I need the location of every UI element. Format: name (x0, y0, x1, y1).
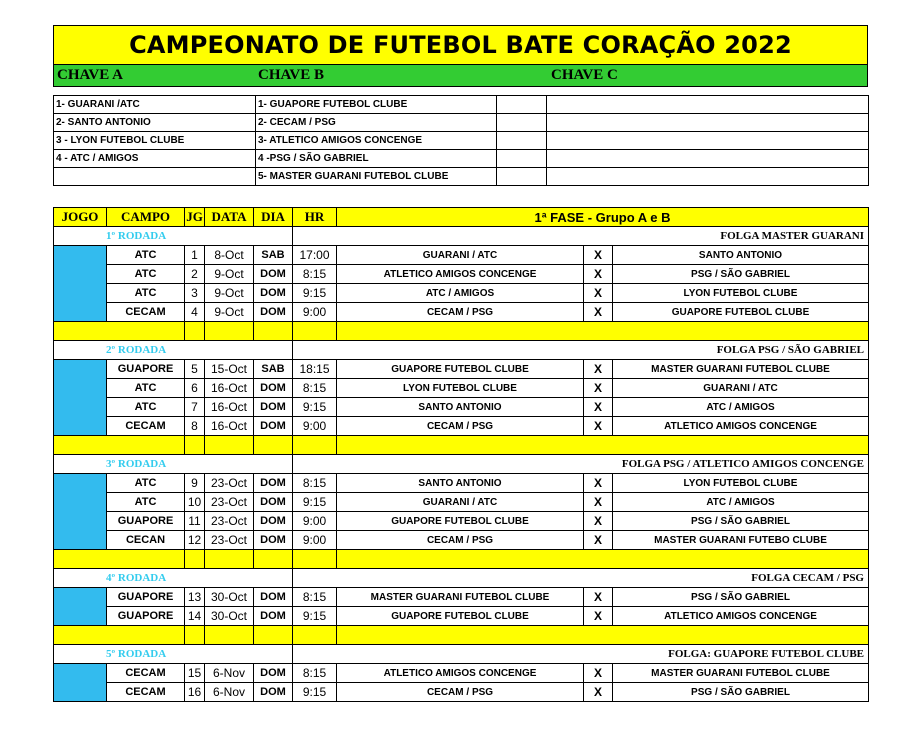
dia-cell: SAB (254, 246, 293, 265)
data-cell: 16-Oct (205, 417, 254, 436)
chave-header-row (53, 65, 868, 87)
dia-cell: DOM (254, 531, 293, 550)
spacer-cell (293, 436, 337, 455)
chave-b-heading: CHAVE B (258, 67, 324, 83)
jg-cell: 5 (185, 360, 205, 379)
game-row (54, 360, 869, 379)
schedule-table (53, 207, 869, 702)
game-row (54, 284, 869, 303)
hr-cell: 17:00 (293, 246, 337, 265)
game-row (54, 379, 869, 398)
away-team-cell: PSG / SÃO GABRIEL (613, 683, 869, 702)
header-data: DATA (205, 208, 254, 227)
group-row (54, 96, 869, 114)
spacer-row (54, 626, 869, 645)
chave-c-team (547, 132, 869, 150)
jg-cell: 2 (185, 265, 205, 284)
data-cell: 23-Oct (205, 531, 254, 550)
versus-cell: X (584, 512, 613, 531)
spacer-cell (185, 436, 205, 455)
chave-c-team (547, 150, 869, 168)
away-team-cell: LYON FUTEBOL CLUBE (613, 474, 869, 493)
spacer-cell (337, 550, 869, 569)
header-fase: 1ª FASE - Grupo A e B (337, 208, 869, 227)
campo-cell: GUAPORE (107, 512, 185, 531)
empty-cell (497, 168, 547, 186)
schedule-header-row (54, 208, 869, 227)
spacer-cell (254, 626, 293, 645)
spacer-cell (337, 436, 869, 455)
rodada-row (54, 455, 869, 474)
spacer-row (54, 322, 869, 341)
game-row (54, 417, 869, 436)
versus-cell: X (584, 588, 613, 607)
spacer-cell (337, 322, 869, 341)
chave-b-team: 2- CECAM / PSG (256, 114, 497, 132)
spacer-cell (205, 436, 254, 455)
hr-cell: 18:15 (293, 360, 337, 379)
jg-cell: 14 (185, 607, 205, 626)
empty-cell (497, 114, 547, 132)
game-row (54, 531, 869, 550)
data-cell: 15-Oct (205, 360, 254, 379)
group-row (54, 114, 869, 132)
jg-cell: 8 (185, 417, 205, 436)
jg-cell: 13 (185, 588, 205, 607)
data-cell: 8-Oct (205, 246, 254, 265)
home-team-cell: ATLETICO AMIGOS CONCENGE (337, 664, 584, 683)
home-team-cell: GUARANI / ATC (337, 246, 584, 265)
rodada-row (54, 227, 869, 246)
dia-cell: DOM (254, 265, 293, 284)
data-cell: 23-Oct (205, 493, 254, 512)
campo-cell: ATC (107, 284, 185, 303)
folga-label: FOLGA CECAM / PSG (293, 569, 869, 588)
chave-b-team: 4 -PSG / SÃO GABRIEL (256, 150, 497, 168)
home-team-cell: ATC / AMIGOS (337, 284, 584, 303)
versus-cell: X (584, 493, 613, 512)
versus-cell: X (584, 398, 613, 417)
game-row (54, 303, 869, 322)
hr-cell: 9:00 (293, 417, 337, 436)
hr-cell: 9:15 (293, 284, 337, 303)
spacer-cell (54, 626, 185, 645)
game-row (54, 588, 869, 607)
hr-cell: 8:15 (293, 265, 337, 284)
away-team-cell: GUAPORE FUTEBOL CLUBE (613, 303, 869, 322)
jg-cell: 10 (185, 493, 205, 512)
jg-cell: 12 (185, 531, 205, 550)
home-team-cell: GUAPORE FUTEBOL CLUBE (337, 512, 584, 531)
versus-cell: X (584, 360, 613, 379)
jg-cell: 16 (185, 683, 205, 702)
page-title: CAMPEONATO DE FUTEBOL BATE CORAÇÃO 2022 (53, 25, 868, 65)
versus-cell: X (584, 246, 613, 265)
dia-cell: DOM (254, 664, 293, 683)
away-team-cell: PSG / SÃO GABRIEL (613, 588, 869, 607)
spacer-cell (254, 550, 293, 569)
hr-cell: 8:15 (293, 474, 337, 493)
rodada-label: 3º RODADA (54, 455, 293, 474)
home-team-cell: GUARANI / ATC (337, 493, 584, 512)
dia-cell: DOM (254, 607, 293, 626)
spacer-cell (293, 550, 337, 569)
spacer-cell (54, 550, 185, 569)
hr-cell: 9:15 (293, 683, 337, 702)
dia-cell: DOM (254, 512, 293, 531)
header-hr: HR (293, 208, 337, 227)
hr-cell: 9:15 (293, 398, 337, 417)
hr-cell: 9:15 (293, 493, 337, 512)
data-cell: 30-Oct (205, 607, 254, 626)
spacer-cell (293, 322, 337, 341)
hr-cell: 9:00 (293, 531, 337, 550)
campo-cell: GUAPORE (107, 360, 185, 379)
home-team-cell: SANTO ANTONIO (337, 474, 584, 493)
game-row (54, 512, 869, 531)
jogo-block (54, 360, 107, 436)
home-team-cell: SANTO ANTONIO (337, 398, 584, 417)
jg-cell: 9 (185, 474, 205, 493)
campo-cell: CECAM (107, 683, 185, 702)
hr-cell: 9:15 (293, 607, 337, 626)
data-cell: 23-Oct (205, 474, 254, 493)
away-team-cell: MASTER GUARANI FUTEBO CLUBE (613, 531, 869, 550)
chave-c-heading: CHAVE C (551, 67, 618, 83)
folga-label: FOLGA PSG / SÃO GABRIEL (293, 341, 869, 360)
away-team-cell: LYON FUTEBOL CLUBE (613, 284, 869, 303)
spacer-cell (185, 322, 205, 341)
rodada-label: 4º RODADA (54, 569, 293, 588)
home-team-cell: ATLETICO AMIGOS CONCENGE (337, 265, 584, 284)
hr-cell: 9:00 (293, 303, 337, 322)
chave-c-team (547, 168, 869, 186)
header-jg: JG (185, 208, 205, 227)
spacer-cell (205, 322, 254, 341)
group-row (54, 168, 869, 186)
versus-cell: X (584, 683, 613, 702)
versus-cell: X (584, 474, 613, 493)
away-team-cell: ATC / AMIGOS (613, 398, 869, 417)
dia-cell: DOM (254, 398, 293, 417)
home-team-cell: MASTER GUARANI FUTEBOL CLUBE (337, 588, 584, 607)
game-row (54, 246, 869, 265)
game-row (54, 664, 869, 683)
game-row (54, 493, 869, 512)
versus-cell: X (584, 379, 613, 398)
away-team-cell: MASTER GUARANI FUTEBOL CLUBE (613, 360, 869, 379)
home-team-cell: CECAM / PSG (337, 303, 584, 322)
versus-cell: X (584, 265, 613, 284)
header-jogo: JOGO (54, 208, 107, 227)
campo-cell: ATC (107, 246, 185, 265)
empty-cell (497, 132, 547, 150)
away-team-cell: MASTER GUARANI FUTEBOL CLUBE (613, 664, 869, 683)
group-row (54, 132, 869, 150)
folga-label: FOLGA: GUAPORE FUTEBOL CLUBE (293, 645, 869, 664)
chave-a-team: 3 - LYON FUTEBOL CLUBE (54, 132, 256, 150)
chave-b-team: 3- ATLETICO AMIGOS CONCENGE (256, 132, 497, 150)
hr-cell: 8:15 (293, 664, 337, 683)
spacer-cell (337, 626, 869, 645)
spacer-cell (54, 436, 185, 455)
campo-cell: CECAM (107, 303, 185, 322)
chave-c-team (547, 114, 869, 132)
versus-cell: X (584, 303, 613, 322)
header-dia: DIA (254, 208, 293, 227)
hr-cell: 9:00 (293, 512, 337, 531)
folga-label: FOLGA MASTER GUARANI (293, 227, 869, 246)
jg-cell: 7 (185, 398, 205, 417)
rodada-row (54, 645, 869, 664)
dia-cell: DOM (254, 303, 293, 322)
group-row (54, 150, 869, 168)
data-cell: 9-Oct (205, 303, 254, 322)
empty-cell (497, 96, 547, 114)
data-cell: 6-Nov (205, 664, 254, 683)
versus-cell: X (584, 417, 613, 436)
data-cell: 16-Oct (205, 398, 254, 417)
home-team-cell: CECAM / PSG (337, 683, 584, 702)
rodada-label: 5º RODADA (54, 645, 293, 664)
jg-cell: 15 (185, 664, 205, 683)
spacer-cell (54, 322, 185, 341)
spacer-cell (293, 626, 337, 645)
dia-cell: DOM (254, 683, 293, 702)
campo-cell: ATC (107, 379, 185, 398)
chave-a-heading: CHAVE A (57, 67, 123, 83)
home-team-cell: GUAPORE FUTEBOL CLUBE (337, 360, 584, 379)
jg-cell: 3 (185, 284, 205, 303)
chave-a-team: 2- SANTO ANTONIO (54, 114, 256, 132)
data-cell: 23-Oct (205, 512, 254, 531)
away-team-cell: ATLETICO AMIGOS CONCENGE (613, 417, 869, 436)
home-team-cell: CECAM / PSG (337, 531, 584, 550)
campo-cell: CECAN (107, 531, 185, 550)
rodada-row (54, 569, 869, 588)
spacer-cell (254, 322, 293, 341)
away-team-cell: GUARANI / ATC (613, 379, 869, 398)
game-row (54, 607, 869, 626)
jg-cell: 11 (185, 512, 205, 531)
dia-cell: DOM (254, 588, 293, 607)
jg-cell: 4 (185, 303, 205, 322)
jogo-block (54, 588, 107, 626)
game-row (54, 265, 869, 284)
spacer-cell (185, 550, 205, 569)
chave-b-team: 1- GUAPORE FUTEBOL CLUBE (256, 96, 497, 114)
jogo-block (54, 246, 107, 322)
data-cell: 6-Nov (205, 683, 254, 702)
campo-cell: GUAPORE (107, 607, 185, 626)
away-team-cell: PSG / SÃO GABRIEL (613, 512, 869, 531)
campo-cell: CECAM (107, 664, 185, 683)
jg-cell: 1 (185, 246, 205, 265)
away-team-cell: PSG / SÃO GABRIEL (613, 265, 869, 284)
chave-c-team (547, 96, 869, 114)
campo-cell: GUAPORE (107, 588, 185, 607)
spacer-cell (254, 436, 293, 455)
data-cell: 30-Oct (205, 588, 254, 607)
chave-b-team: 5- MASTER GUARANI FUTEBOL CLUBE (256, 168, 497, 186)
empty-cell (497, 150, 547, 168)
jogo-block (54, 474, 107, 550)
away-team-cell: SANTO ANTONIO (613, 246, 869, 265)
chave-a-team (54, 168, 256, 186)
dia-cell: SAB (254, 360, 293, 379)
versus-cell: X (584, 664, 613, 683)
game-row (54, 683, 869, 702)
dia-cell: DOM (254, 379, 293, 398)
chave-a-team: 1- GUARANI /ATC (54, 96, 256, 114)
spacer-cell (185, 626, 205, 645)
home-team-cell: LYON FUTEBOL CLUBE (337, 379, 584, 398)
campo-cell: ATC (107, 493, 185, 512)
hr-cell: 8:15 (293, 588, 337, 607)
spacer-cell (205, 550, 254, 569)
jogo-block (54, 664, 107, 702)
dia-cell: DOM (254, 493, 293, 512)
game-row (54, 474, 869, 493)
jg-cell: 6 (185, 379, 205, 398)
spacer-cell (205, 626, 254, 645)
data-cell: 9-Oct (205, 284, 254, 303)
rodada-label: 2º RODADA (54, 341, 293, 360)
away-team-cell: ATLETICO AMIGOS CONCENGE (613, 607, 869, 626)
campo-cell: ATC (107, 474, 185, 493)
home-team-cell: CECAM / PSG (337, 417, 584, 436)
data-cell: 9-Oct (205, 265, 254, 284)
header-campo: CAMPO (107, 208, 185, 227)
dia-cell: DOM (254, 417, 293, 436)
rodada-row (54, 341, 869, 360)
rodada-label: 1º RODADA (54, 227, 293, 246)
team-groups-table (53, 95, 869, 186)
game-row (54, 398, 869, 417)
folga-label: FOLGA PSG / ATLETICO AMIGOS CONCENGE (293, 455, 869, 474)
spacer-row (54, 436, 869, 455)
hr-cell: 8:15 (293, 379, 337, 398)
dia-cell: DOM (254, 284, 293, 303)
home-team-cell: GUAPORE FUTEBOL CLUBE (337, 607, 584, 626)
away-team-cell: ATC / AMIGOS (613, 493, 869, 512)
campo-cell: ATC (107, 265, 185, 284)
spacer-row (54, 550, 869, 569)
campo-cell: ATC (107, 398, 185, 417)
dia-cell: DOM (254, 474, 293, 493)
chave-a-team: 4 - ATC / AMIGOS (54, 150, 256, 168)
versus-cell: X (584, 284, 613, 303)
data-cell: 16-Oct (205, 379, 254, 398)
versus-cell: X (584, 531, 613, 550)
campo-cell: CECAM (107, 417, 185, 436)
versus-cell: X (584, 607, 613, 626)
